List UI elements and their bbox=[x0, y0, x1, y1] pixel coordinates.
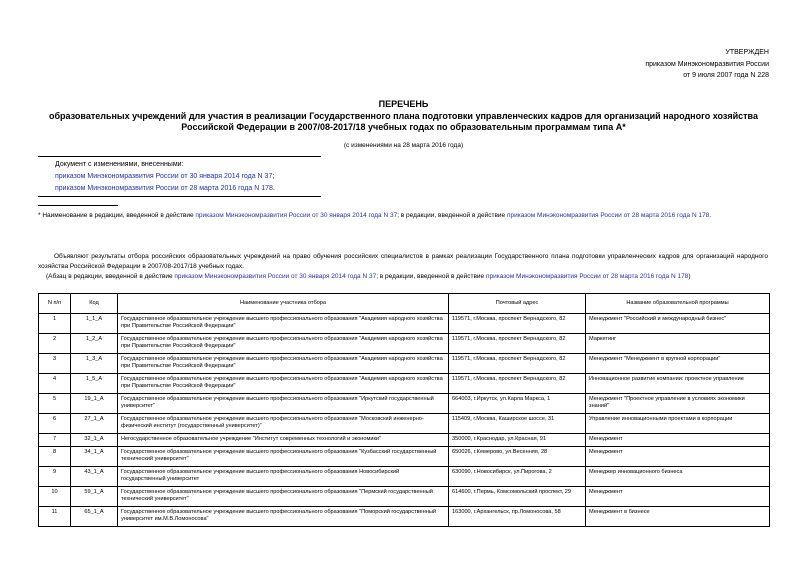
table-row bbox=[39, 394, 770, 414]
cell-code: 1_3_А bbox=[71, 354, 118, 374]
cell-name: Государственное образовательное учреждение высшего профессионального образования "Академия народного хозяйства при Правительстве Российской Федерации" bbox=[118, 314, 449, 334]
cell-program: Управление инновационными проектами в корпорации bbox=[586, 414, 770, 434]
cell-code: 1_5_А bbox=[71, 374, 118, 394]
cell-address: 630090, г.Новосибирск, ул.Пирогова, 2 bbox=[449, 467, 586, 487]
cell-number: 5 bbox=[39, 394, 71, 414]
title-line-2: образовательных учреждений для участия в реализации Государственного плана подготовки управленческих кадров для организаций народного хозяйства bbox=[49, 110, 758, 121]
cell-number: 1 bbox=[39, 314, 71, 334]
cell-address: 163000, г.Архангельск, пр.Ломоносова, 58 bbox=[449, 507, 586, 527]
table-row bbox=[39, 354, 770, 374]
document-title bbox=[30, 99, 777, 134]
footnote-mid: ; в редакции, введенной в действие bbox=[397, 212, 507, 219]
cell-program: Менеджмент "Проектное управление в условиях экономики знаний" bbox=[586, 394, 770, 414]
cell-program: Менеджер инновационного бизнеса bbox=[586, 467, 770, 487]
header-address: Почтовый адрес bbox=[449, 294, 586, 314]
table-row bbox=[39, 414, 770, 434]
cell-program: Менеджмент bbox=[586, 447, 770, 467]
cell-code: 27_1_А bbox=[71, 414, 118, 434]
cell-name: Государственное образовательное учреждение высшего профессионального образования "Поморский государственный университет им.М.В.Ломоносова" bbox=[118, 507, 449, 527]
cell-program: Менеджмент в бизнесе bbox=[586, 507, 770, 527]
cell-name: Государственное образовательное учреждение высшего профессионального образования "Пермский государственный технический университет" bbox=[118, 487, 449, 507]
paragraph-announcement: Объявляют результаты отбора российских образовательных учреждений на право обучения российских специалистов в рамках реализации Государственного плана подготовки управленческих кадров для организаций народного хозяйства Российской Федерации в 2007/08-2017/18 учебных годах. bbox=[38, 253, 768, 270]
table-row bbox=[39, 507, 770, 527]
cell-name: Государственное образовательное учреждение высшего профессионального образования "Академия народного хозяйства при Правительстве Российской Федерации" bbox=[118, 354, 449, 374]
cell-number: 11 bbox=[39, 507, 71, 527]
cell-number: 7 bbox=[39, 434, 71, 447]
cell-program: Маркетинг bbox=[586, 334, 770, 354]
footnote bbox=[38, 210, 766, 221]
title-line-3: Российской Федерации в 2007/08-2017/18 учебных годах по образовательным программам типа А* bbox=[181, 122, 626, 132]
approval-line-1: УТВЕРЖДЕН bbox=[725, 49, 769, 56]
cell-name: Государственное образовательное учреждение высшего профессионального образования "Академия народного хозяйства при Правительстве Российской Федерации" bbox=[118, 374, 449, 394]
changes-bottom-divider bbox=[38, 196, 321, 197]
cell-name: Государственное образовательное учреждение высшего профессионального образования "Кузбасский государственный технический университет" bbox=[118, 447, 449, 467]
cell-code: 32_1_А bbox=[71, 434, 118, 447]
institutions-table bbox=[38, 293, 770, 527]
cell-address: 119571, г.Москва, проспект Вернадского, 82 bbox=[449, 354, 586, 374]
cell-address: 350000, г.Краснодар, ул.Красная, 91 bbox=[449, 434, 586, 447]
approval-stamp bbox=[645, 47, 769, 82]
cell-code: 34_1_А bbox=[71, 447, 118, 467]
cell-address: 119571, г.Москва, проспект Вернадского, 82 bbox=[449, 314, 586, 334]
cell-program: Менеджмент bbox=[586, 434, 770, 447]
header-code: Код bbox=[71, 294, 118, 314]
table-row bbox=[39, 447, 770, 467]
table-row bbox=[39, 434, 770, 447]
changes-link-2016[interactable]: приказом Минэкономразвития России от 28 марта 2016 года N 178 bbox=[55, 185, 273, 192]
title-line-1: ПЕРЕЧЕНЬ bbox=[378, 99, 429, 109]
table-row bbox=[39, 374, 770, 394]
cell-address: 119571, г.Москва, проспект Вернадского, 82 bbox=[449, 374, 586, 394]
paragraph2-mid: ; в редакции, введенной в действие bbox=[376, 273, 486, 280]
cell-address: 115409, г.Москва, Каширское шоссе, 31 bbox=[449, 414, 586, 434]
paragraph2-link-2014[interactable]: приказом Минэкономразвития России от 30 января 2014 года N 37 bbox=[174, 273, 377, 280]
cell-name: Государственное образовательное учреждение высшего профессионального образования "Академия народного хозяйства при Правительстве Российской Федерации" bbox=[118, 334, 449, 354]
cell-address: 614600, г.Пермь, Комсомольский проспект, 29 bbox=[449, 487, 586, 507]
cell-address: 664003, г.Иркутск, ул.Карла Маркса, 1 bbox=[449, 394, 586, 414]
table-row bbox=[39, 314, 770, 334]
footnote-link-2016[interactable]: приказом Минэкономразвития России от 28 марта 2016 года N 178 bbox=[506, 212, 710, 219]
cell-number: 10 bbox=[39, 487, 71, 507]
paragraph2-link-2016[interactable]: приказом Минэкономразвития России от 28 марта 2016 года N 178 bbox=[485, 273, 689, 280]
table-body bbox=[39, 314, 770, 527]
changes-link-2014[interactable]: приказом Минэкономразвития России от 30 января 2014 года N 37 bbox=[55, 173, 273, 180]
cell-code: 43_1_А bbox=[71, 467, 118, 487]
cell-number: 3 bbox=[39, 354, 71, 374]
footnote-divider bbox=[38, 205, 118, 206]
cell-number: 2 bbox=[39, 334, 71, 354]
paragraph2-post: ) bbox=[688, 273, 691, 280]
header-program: Название образовательной программы bbox=[586, 294, 770, 314]
cell-address: 119571, г.Москва, проспект Вернадского, 82 bbox=[449, 334, 586, 354]
changes-sep-1: ; bbox=[272, 173, 275, 180]
paragraph2-pre: (Абзац в редакции, введенной в действие bbox=[46, 273, 175, 280]
changes-block bbox=[55, 159, 275, 195]
cell-address: 650026, г.Кемерово, ул.Весенняя, 28 bbox=[449, 447, 586, 467]
changes-intro: Документ с изменениями, внесенными: bbox=[55, 161, 184, 168]
approval-line-3: от 9 июля 2007 года N 228 bbox=[683, 72, 769, 79]
paragraph-edition bbox=[38, 272, 768, 282]
footnote-link-2014[interactable]: приказом Минэкономразвития России от 30 января 2014 года N 37 bbox=[195, 212, 398, 219]
cell-name: Государственное образовательное учреждение высшего профессионального образования "Иркутский государственный университет" bbox=[118, 394, 449, 414]
table-row bbox=[39, 467, 770, 487]
cell-code: 19_1_А bbox=[71, 394, 118, 414]
cell-program: Менеджмент "Российский и международный бизнес" bbox=[586, 314, 770, 334]
cell-name: Негосударственное образовательное учреждение "Институт современных технологий и экономики" bbox=[118, 434, 449, 447]
cell-number: 9 bbox=[39, 467, 71, 487]
cell-code: 65_1_А bbox=[71, 507, 118, 527]
header-name: Наименование участника отбора bbox=[118, 294, 449, 314]
footnote-pre: * Наименование в редакции, введенной в действие bbox=[38, 212, 196, 219]
table-row bbox=[39, 487, 770, 507]
cell-name: Государственное образовательное учреждение высшего профессионального образования "Московский инженерно-физический институт (государственный университет)" bbox=[118, 414, 449, 434]
cell-name: Государственное образовательное учреждение высшего профессионального образования Новосибирский государственный университет bbox=[118, 467, 449, 487]
cell-program: Менеджмент bbox=[586, 487, 770, 507]
cell-number: 6 bbox=[39, 414, 71, 434]
cell-code: 59_1_А bbox=[71, 487, 118, 507]
changes-item-1 bbox=[55, 171, 275, 183]
table-row bbox=[39, 334, 770, 354]
changes-item-2 bbox=[55, 183, 275, 195]
changes-top-divider bbox=[38, 156, 321, 157]
cell-code: 1_2_А bbox=[71, 334, 118, 354]
cell-number: 4 bbox=[39, 374, 71, 394]
cell-code: 1_1_А bbox=[71, 314, 118, 334]
cell-number: 8 bbox=[39, 447, 71, 467]
header-number: N п/п bbox=[39, 294, 71, 314]
table-header-row bbox=[39, 294, 770, 314]
changes-sep-2: . bbox=[272, 185, 275, 192]
cell-program: Инновационное развитие компании: проектное управление bbox=[586, 374, 770, 394]
cell-program: Менеджмент "Менеджмент в крупной корпорации" bbox=[586, 354, 770, 374]
approval-line-2: приказом Минэкономразвития России bbox=[645, 60, 769, 68]
edition-note: (с изменениями на 28 марта 2016 года) bbox=[343, 142, 464, 149]
footnote-post: . bbox=[709, 212, 712, 219]
